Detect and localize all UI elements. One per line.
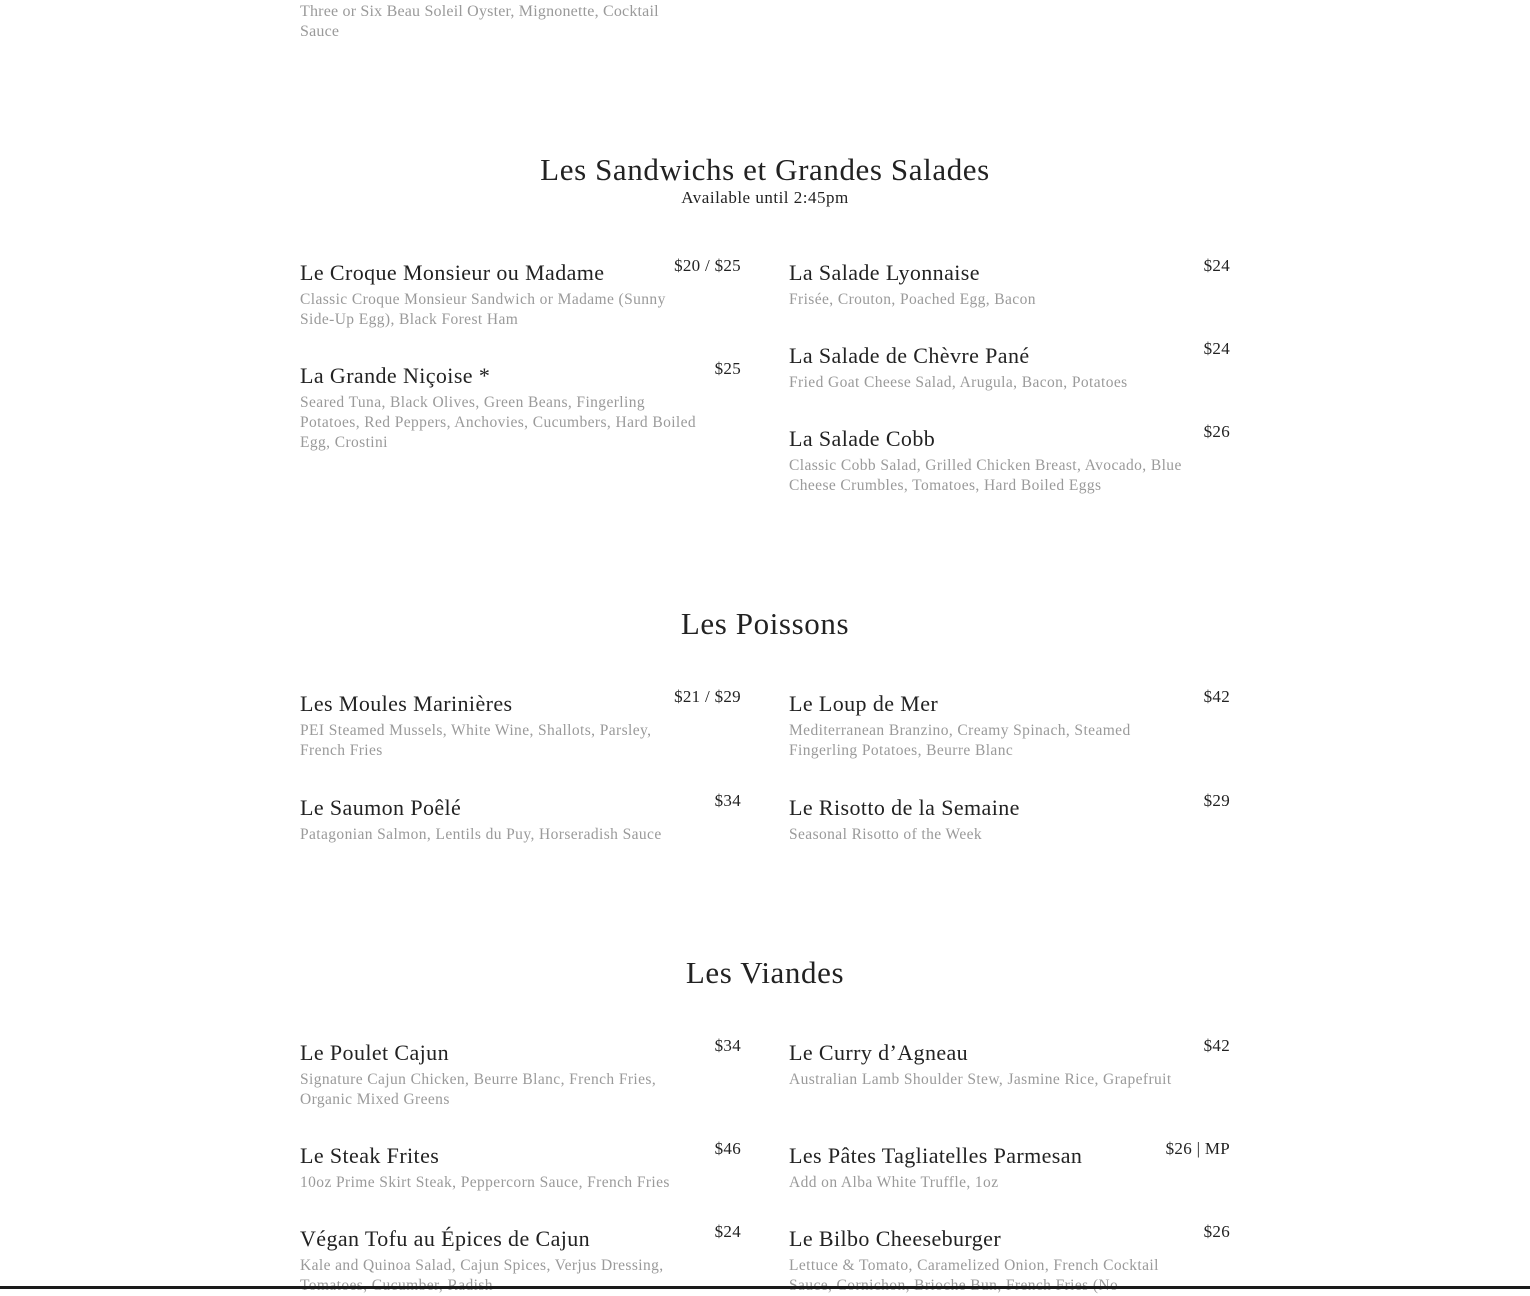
item-price: $26 bbox=[1203, 1222, 1230, 1241]
section-title-sandwichs: Les Sandwichs et Grandes Salades bbox=[540, 152, 990, 187]
menu-item bbox=[300, 256, 741, 330]
item-price: $34 bbox=[714, 791, 741, 810]
item-name: Le Risotto de la Semaine bbox=[789, 795, 1020, 820]
item-description: Mediterranean Branzino, Creamy Spinach, Steamed Fingerling Potatoes, Beurre Blanc bbox=[789, 722, 1131, 759]
item-description: 10oz Prime Skirt Steak, Peppercorn Sauce, French Fries bbox=[300, 1174, 670, 1191]
menu-item bbox=[789, 339, 1230, 393]
item-name: Le Steak Frites bbox=[300, 1143, 440, 1168]
item-name: La Salade Cobb bbox=[789, 426, 936, 451]
section-title-viandes: Les Viandes bbox=[685, 955, 845, 990]
menu-item bbox=[300, 1139, 741, 1193]
item-description: Seared Tuna, Black Olives, Green Beans, Fingerling Potatoes, Red Peppers, Anchovies, Cucumbers, Hard Boiled Egg, Crostini bbox=[300, 394, 697, 451]
item-description: Patagonian Salmon, Lentils du Puy, Horseradish Sauce bbox=[300, 826, 662, 843]
item-name: Le Loup de Mer bbox=[789, 691, 939, 716]
item-price: $24 bbox=[714, 1222, 741, 1241]
item-description: Frisée, Crouton, Poached Egg, Bacon bbox=[789, 291, 1036, 308]
section-title-poissons: Les Poissons bbox=[680, 606, 850, 641]
item-name: Le Poulet Cajun bbox=[300, 1040, 449, 1065]
item-price: $20 / $25 bbox=[674, 256, 741, 275]
item-description: Kale and Quinoa Salad, Cajun Spices, Verjus Dressing, bbox=[300, 1257, 664, 1274]
item-price: $24 bbox=[1203, 339, 1230, 358]
item-description: Australian Lamb Shoulder Stew, Jasmine Rice, Grapefruit bbox=[789, 1071, 1172, 1088]
item-price: $42 bbox=[1203, 1036, 1230, 1055]
item-price: $34 bbox=[714, 1036, 741, 1055]
item-description: Lettuce & Tomato, Caramelized Onion, French Cocktail bbox=[789, 1257, 1159, 1274]
section-subtitle-sandwichs: Available until 2:45pm bbox=[681, 188, 849, 207]
item-price: $29 bbox=[1203, 791, 1230, 810]
menu-item bbox=[789, 256, 1230, 310]
oyster-description: Three or Six Beau Soleil Oyster, Mignonette, Cocktail Sauce bbox=[300, 3, 659, 40]
item-name: La Salade de Chèvre Pané bbox=[789, 343, 1030, 368]
menu-item bbox=[300, 359, 741, 453]
item-name: Le Croque Monsieur ou Madame bbox=[300, 260, 605, 285]
item-price: $21 / $29 bbox=[674, 687, 741, 706]
menu-item bbox=[300, 791, 741, 845]
menu-item bbox=[300, 687, 741, 761]
item-description: Seasonal Risotto of the Week bbox=[789, 826, 983, 843]
item-name: Végan Tofu au Épices de Cajun bbox=[300, 1226, 591, 1251]
item-description: Classic Croque Monsieur Sandwich or Madame (Sunny Side-Up Egg), Black Forest Ham bbox=[300, 291, 666, 328]
item-price: $24 bbox=[1203, 256, 1230, 275]
menu-item bbox=[789, 1139, 1230, 1193]
item-price: $42 bbox=[1203, 687, 1230, 706]
menu-item bbox=[789, 1036, 1230, 1090]
item-name: Les Pâtes Tagliatelles Parmesan bbox=[789, 1143, 1083, 1168]
item-price: $26 bbox=[1203, 422, 1230, 441]
item-name: La Grande Niçoise * bbox=[300, 363, 491, 388]
menu-item bbox=[300, 1036, 741, 1110]
item-name: Les Moules Marinières bbox=[300, 691, 513, 716]
item-description: Fried Goat Cheese Salad, Arugula, Bacon, Potatoes bbox=[789, 374, 1128, 391]
item-name: La Salade Lyonnaise bbox=[789, 260, 980, 285]
item-description: Classic Cobb Salad, Grilled Chicken Breast, Avocado, Blue Cheese Crumbles, Tomatoes, Hard Boiled Eggs bbox=[789, 457, 1182, 494]
item-name: Le Saumon Poêlé bbox=[300, 795, 462, 820]
menu-item bbox=[789, 791, 1230, 845]
item-price: $26 | MP bbox=[1165, 1139, 1230, 1158]
menu-item bbox=[789, 422, 1230, 496]
item-price: $46 bbox=[714, 1139, 741, 1158]
item-description: PEI Steamed Mussels, White Wine, Shallots, Parsley, French Fries bbox=[300, 722, 652, 759]
item-description: Signature Cajun Chicken, Beurre Blanc, French Fries, Organic Mixed Greens bbox=[300, 1071, 657, 1108]
item-description: Add on Alba White Truffle, 1oz bbox=[789, 1174, 999, 1191]
item-name: Le Bilbo Cheeseburger bbox=[789, 1226, 1002, 1251]
item-price: $25 bbox=[714, 359, 741, 378]
item-name: Le Curry d’Agneau bbox=[789, 1040, 969, 1065]
menu-item bbox=[789, 687, 1230, 761]
